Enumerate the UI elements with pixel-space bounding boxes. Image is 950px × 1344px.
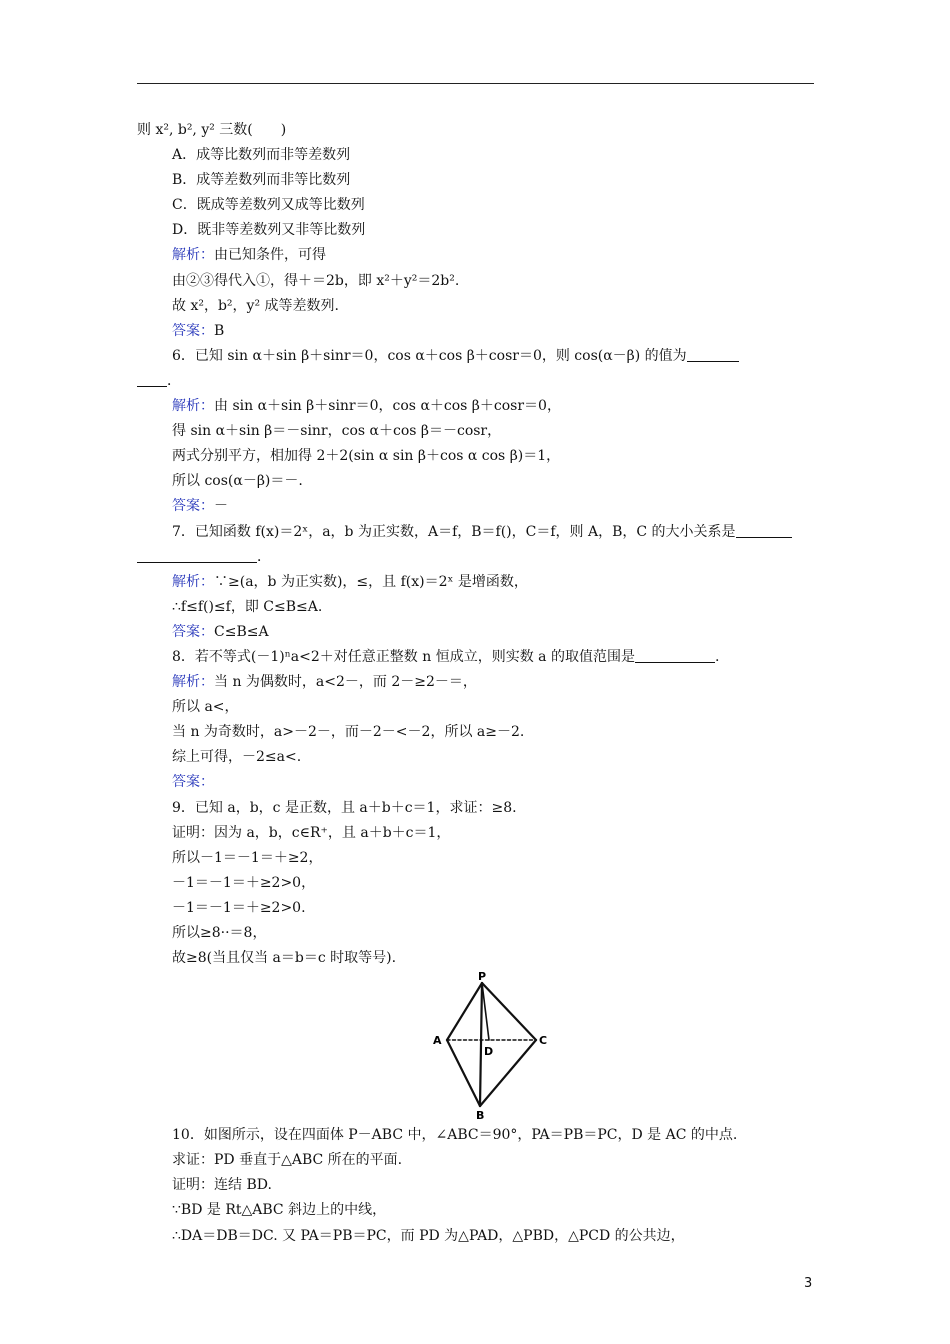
text-line: 两式分别平方，相加得 2＋2(sin α sin β＋cos α cos β)＝1，: [172, 448, 561, 465]
tetrahedron-diagram: [433, 971, 553, 1121]
label-p: P: [478, 971, 487, 984]
text-line: ．: [137, 369, 817, 394]
label-a: A: [433, 1034, 442, 1048]
text-line: 所以－1＝－1＝＋≥2，: [172, 849, 323, 866]
text-line: ∵BD 是 Rt△ABC 斜边上的中线，: [172, 1202, 387, 1219]
text-line: 则 x², b², y² 三数( ): [137, 122, 287, 138]
edge-pa: [447, 983, 482, 1040]
answer-label: 答案：: [172, 774, 214, 791]
analysis-label: 解析：: [172, 398, 214, 415]
option-a: A．成等比数列而非等差数列: [172, 147, 351, 164]
label-c: C: [539, 1034, 548, 1048]
answer-blank: [736, 522, 792, 538]
text-line: 综上可得，－2≤a<.: [172, 749, 302, 766]
answer-label: 答案：: [172, 498, 214, 515]
answer-label: 答案：: [172, 322, 214, 339]
analysis-line: 解析：∵≥(a，b 为正实数)，≤，且 f(x)＝2ˣ 是增函数，: [172, 573, 528, 590]
answer-blank: [137, 547, 257, 563]
edge-pc: [482, 983, 536, 1040]
analysis-line: 解析：当 n 为偶数时，a<2－，而 2－≥2－＝，: [172, 674, 477, 691]
edge-ab: [447, 1040, 480, 1106]
analysis-label: 解析：: [172, 247, 214, 264]
text-line: 当 n 为奇数时，a>－2－，而－2－<－2，所以 a≥－2.: [172, 724, 525, 741]
text-line: －1＝－1＝＋≥2>0，: [172, 874, 316, 891]
answer-line: 答案：B: [172, 322, 225, 339]
text-line: 由②③得代入①，得＋＝2b，即 x²＋y²＝2b².: [172, 272, 460, 289]
edge-pb: [480, 983, 482, 1106]
answer-line: 答案：C≤B≤A: [172, 623, 269, 640]
text-line: ．: [137, 545, 817, 570]
analysis-label: 解析：: [172, 674, 214, 691]
label-d: D: [484, 1045, 494, 1059]
option-c: C．既成等差数列又成等比数列: [172, 197, 365, 214]
answer-blank: [137, 371, 167, 387]
header-rule: [137, 83, 814, 84]
tetrahedron-figure: [137, 971, 817, 1123]
question-10: 10．如图所示，设在四面体 P－ABC 中，∠ABC＝90°，PA＝PB＝PC，D 是 AC 的中点.: [172, 1127, 738, 1144]
text-line: 得 sin α＋sin β＝－sinr，cos α＋cos β＝－cosr，: [172, 423, 502, 440]
question-9: 9．已知 a，b，c 是正数，且 a＋b＋c＝1，求证：≥8.: [172, 799, 517, 816]
analysis-line: 解析：由已知条件，可得: [172, 247, 326, 264]
answer-line: [137, 770, 817, 795]
text-line: 证明：因为 a，b，c∈R⁺，且 a＋b＋c＝1，: [172, 824, 451, 841]
question-6: 6．已知 sin α＋sin β＋sinr＝0，cos α＋cos β＋cosr＝0，则 cos(α－β) 的值为: [137, 344, 817, 369]
question-7: 7．已知函数 f(x)＝2ˣ，a，b 为正实数，A＝f，B＝f()，C＝f，则 A，B，C 的大小关系是: [137, 520, 817, 545]
text-line: ∴DA＝DB＝DC. 又 PA＝PB＝PC，而 PD 为△PAD，△PBD，△PCD 的公共边，: [172, 1227, 685, 1244]
answer-blank: [687, 346, 739, 362]
text-line: 所以 cos(α－β)＝－.: [172, 473, 303, 490]
label-b: B: [476, 1109, 485, 1122]
answer-blank: [635, 647, 715, 663]
question-8: 8．若不等式(－1)ⁿa<2＋对任意正整数 n 恒成立，则实数 a 的取值范围是 .: [172, 648, 720, 665]
answer-label: 答案：: [172, 623, 214, 640]
text-line: 故 x²，b²，y² 成等差数列.: [172, 297, 339, 314]
option-b: B．成等差数列而非等比数列: [172, 172, 351, 189]
text-line: 求证：PD 垂直于△ABC 所在的平面.: [172, 1152, 403, 1169]
text-line: 证明：连结 BD.: [172, 1177, 272, 1194]
text-line: 所以≥8··＝8，: [172, 925, 267, 941]
answer-line: 答案：－: [172, 498, 228, 515]
analysis-line: 解析：由 sin α＋sin β＋sinr＝0，cos α＋cos β＋cosr＝0，: [172, 398, 561, 415]
text-line: －1＝－1＝＋≥2>0.: [172, 899, 306, 916]
page-number: 3: [804, 1276, 813, 1291]
text-line: 所以 a<，: [172, 699, 239, 716]
analysis-label: 解析：: [172, 573, 214, 590]
text-line: ∴f≤f()≤f，即 C≤B≤A.: [172, 598, 323, 615]
edge-pd: [482, 983, 489, 1040]
text-line: 故≥8(当且仅当 a＝b＝c 时取等号).: [172, 950, 397, 967]
page-content: [137, 118, 817, 1249]
option-d: D．既非等差数列又非等比数列: [172, 222, 366, 239]
